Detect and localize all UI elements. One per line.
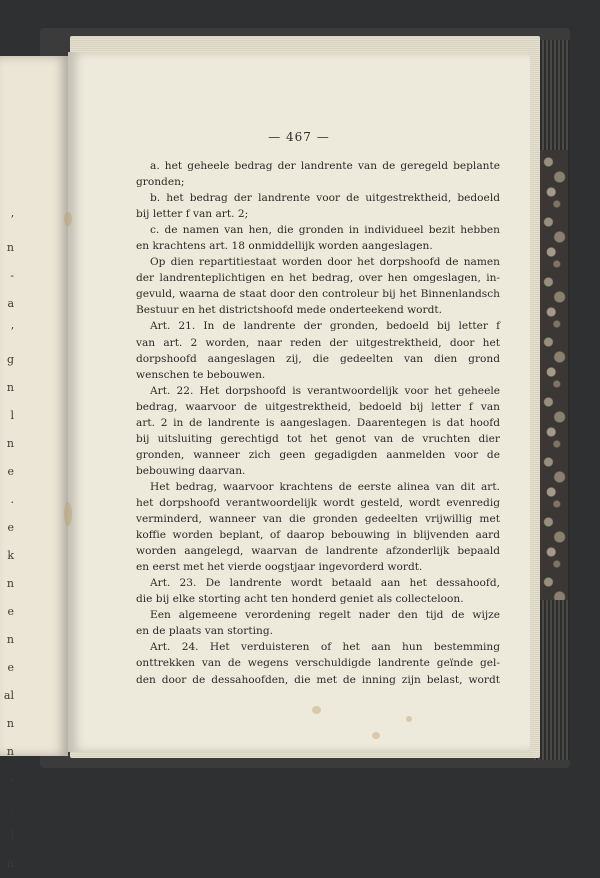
left-fragment: l [10,829,14,842]
text-line: koffie worden beplant, of daarop bebouwing in blijvenden aard [136,529,500,542]
left-fragment: n [6,577,14,590]
text-line: bij uitsluiting gerechtigd tot het genot van de vruchten dier [136,432,500,445]
stain [64,212,72,226]
left-fragment: ’ [10,325,14,338]
text-line: het dorpshoofd verantwoordelijk wordt gesteld, wordt evenredig [136,496,500,509]
text-line: worden aangelegd, waarvan de landrente afzonderlijk bepaald [136,545,500,558]
page-number: — 467 — [268,130,330,144]
left-fragment: - [10,773,14,786]
text-line: Een algemeene verordening regelt nader den tijd de wijze [150,609,500,622]
text-line: onttrekken van de wegens verschuldigde landrente geïnde gel- [136,657,500,670]
stain [372,732,380,739]
left-fragment: e [7,521,14,534]
left-fragment: e [7,661,14,674]
text-line: art. 2 in de landrente is aangeslagen. Daarentegen is dat hoofd [136,416,500,429]
text-line: gronden, wanneer zich geen gegadigden aanmelden voor de [136,448,500,461]
left-fragment: . [10,801,14,814]
left-fragment: n [6,745,14,758]
left-fragment: n [6,381,14,394]
text-line: gronden; [136,176,185,189]
text-line: gevuld, waarna de staat door den controleur bij het Binnenlandsch [136,288,500,301]
stain [312,706,321,714]
text-line: b. het bedrag der landrente voor de uitgestrektheid, bedoeld [150,192,500,205]
left-fragment: . [10,493,14,506]
left-fragment: n [6,717,14,730]
left-fragment: n [6,857,14,870]
left-fragment: al [3,689,14,702]
stain [406,716,412,722]
text-line: en de plaats van storting. [136,625,273,638]
left-fragment: l [10,409,14,422]
right-page [68,52,530,752]
text-line: Het bedrag, waarvoor krachtens de eerste alinea van dit art. [150,480,500,493]
text-line: der landrenteplichtigen en het bedrag, over hen omgeslagen, in- [136,272,500,285]
text-line: Art. 24. Het verduisteren of het aan hun bestemming [150,641,500,654]
left-fragment: n [6,437,14,450]
text-line: bebouwing daarvan. [136,464,246,477]
left-fragment: g [6,353,14,366]
text-line: verminderd, wanneer van die gronden gedeelten vrijwillig met [136,513,500,526]
left-fragment: ’ [10,213,14,226]
text-line: die bij elke storting acht ten honderd geniet als collecteloon. [136,593,464,606]
left-fragment: - [10,269,14,282]
left-page [0,56,68,870]
body-text [136,158,500,688]
left-fragment: k [7,549,14,562]
text-line: en krachtens art. 18 onmiddellijk worden aangeslagen. [136,240,433,253]
text-line: bedrag, waarvoor de uitgestrektheid, bedoeld bij letter f van [136,400,500,413]
marbled-edge [540,150,568,600]
left-fragment: n [6,241,14,254]
text-line: den door de dessahoofden, die met de inning zijn belast, wordt [136,673,500,686]
text-line: Art. 21. In de landrente der gronden, bedoeld bij letter f [150,320,500,333]
text-line: c. de namen van hen, die gronden in individueel bezit hebben [150,224,500,237]
left-page-fragments [0,206,14,878]
stain [64,502,72,526]
text-line: wenschen te bebouwen. [136,368,266,381]
text-line: van art. 2 worden, naar reden der uitgestrektheid, door het [136,336,500,349]
text-line: en eerst met het vierde oogstjaar ingevorderd wordt. [136,561,423,574]
text-line: a. het geheele bedrag der landrente van de geregeld beplante [150,160,500,172]
text-line: bij letter f van art. 2; [136,208,249,221]
left-fragment: n [6,633,14,646]
text-line: Bestuur en het districtshoofd mede onderteekend wordt. [136,304,443,317]
text-line: Art. 22. Het dorpshoofd is verantwoordelijk voor het geheele [150,384,500,397]
left-fragment: a [7,297,14,310]
left-fragment: e [7,465,14,478]
text-line: Art. 23. De landrente wordt betaald aan het dessahoofd, [150,577,500,590]
text-line: dorpshoofd aangeslagen zij, die gedeelten van dien grond [136,352,500,365]
text-line: Op dien repartitiestaat worden door het dorpshoofd de namen [150,256,500,269]
left-fragment: e [7,605,14,618]
